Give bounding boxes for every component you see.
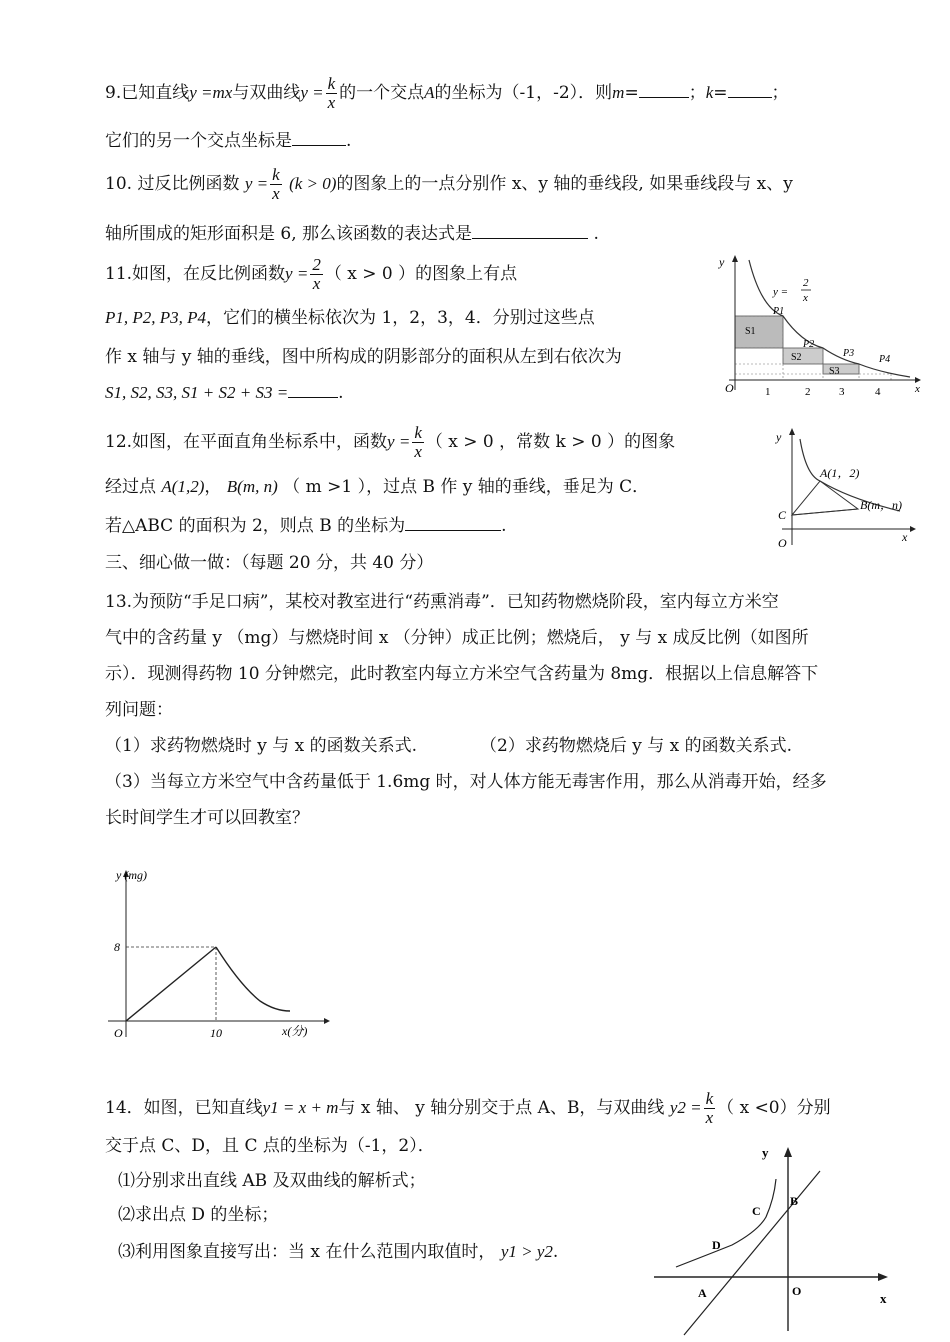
q10-line2: 轴所围成的矩形面积是 6, 那么该函数的表达式是 . [105, 224, 599, 244]
q11-line2: P1, P2, P3, P4，它们的横坐标依次为 1，2，3，4．分别过这些点 [105, 308, 595, 328]
q13-line3: 示）．现测得药物 10 分钟燃完，此时教室内每立方米空气含药量为 8mg．根据以上信息解答下 [105, 664, 819, 684]
svg-text:O: O [778, 536, 787, 550]
curve-equation: y = [773, 286, 789, 298]
svg-text:C: C [752, 1204, 761, 1218]
q10-fraction: $\frac{k}{x}$ [272, 165, 280, 203]
svg-text:A: A [698, 1286, 707, 1300]
answer-blank-k[interactable] [728, 81, 772, 98]
q14-part2: ⑵求出点 D 的坐标； [118, 1205, 279, 1225]
answer-blank-m[interactable] [639, 81, 689, 98]
answer-blank-expression[interactable] [472, 222, 588, 239]
svg-text:x: x [880, 1291, 887, 1306]
q13-line4: 列问题： [105, 700, 173, 720]
svg-text:x: x [803, 292, 808, 304]
svg-text:P3: P3 [843, 348, 855, 359]
svg-text:P4: P4 [879, 354, 891, 365]
q12-figure [770, 425, 920, 555]
q14-line1: 14．如图，已知直线y1 = x + m与 x 轴、 y 轴分别交于点 A、B，与双曲线 y2 = $\frac{k}{x}$ （ x <0）分别 [105, 1089, 831, 1127]
q9-line2: 它们的另一个交点坐标是 . [105, 131, 352, 151]
q12-line3: 若△ABC 的面积为 2，则点 B 的坐标为 . [105, 516, 507, 536]
x-axis-label: x(分) [282, 1024, 308, 1038]
svg-text:O: O [792, 1284, 802, 1298]
s2-shaded-region [783, 348, 823, 364]
q11-fraction: $\frac{2}{x}$ [312, 255, 321, 293]
q12-fraction: $\frac{k}{x}$ [414, 423, 422, 461]
svg-text:P1: P1 [773, 306, 785, 317]
svg-text:B: B [790, 1194, 799, 1208]
svg-text:S3: S3 [829, 366, 840, 377]
section-3-heading: 三、细心做一做：（每题 20 分，共 40 分） [105, 553, 434, 573]
q13-figure [100, 865, 340, 1055]
q9-fraction: $\frac{k}{x}$ [327, 74, 336, 112]
decay-curve [216, 947, 290, 1011]
q13-line2: 气中的含药量 y （mg）与燃烧时间 x （分钟）成正比例；燃烧后， y 与 x 成反比例（如图所 [105, 628, 809, 648]
q12-line1: 12.如图，在平面直角坐标系中，函数y = $\frac{k}{x}$ （ x > 0 ，常数 k > 0 ）的图象 [105, 423, 676, 461]
svg-text:y: y [762, 1145, 769, 1160]
q9-line1: 9.已知直线y =mx与双曲线y = $\frac{k}{x}$ 的一个交点A的坐标为（-1，-2）．则m= ；k= ； [105, 74, 789, 112]
q11-line1: 11.如图，在反比例函数y = $\frac{2}{x}$ （ x > 0 ）的图象上有点 [105, 255, 518, 293]
svg-text:B(m，n): B(m，n) [860, 498, 902, 512]
svg-text:S1: S1 [745, 326, 756, 337]
answer-blank-point[interactable] [292, 129, 346, 146]
q14-part1: ⑴分别求出直线 AB 及双曲线的解析式； [118, 1171, 426, 1191]
svg-text:A(1，2): A(1，2) [820, 466, 860, 480]
q13-part3b: 长时间学生才可以回教室？ [105, 808, 309, 828]
q13-part2: （2）求药物燃烧后 y 与 x 的函数关系式. [480, 736, 793, 756]
y-axis-label: y (mg) [116, 868, 147, 882]
svg-text:S2: S2 [791, 352, 802, 363]
svg-text:D: D [712, 1238, 721, 1252]
q11-line3: 作 x 轴与 y 轴的垂线，图中所构成的阴影部分的面积从左到右依次为 [105, 347, 622, 367]
origin-label: O [725, 381, 734, 395]
q12-line2: 经过点 A(1,2)， B(m, n) （ m >1 ），过点 B 作 y 轴的垂线，垂足为 C． [105, 477, 650, 497]
svg-text:x: x [902, 530, 908, 544]
q14-part3: ⑶利用图象直接写出：当 x 在什么范围内取值时， y1 > y2. [118, 1242, 559, 1262]
q11-figure [715, 250, 925, 400]
answer-blank-point-b[interactable] [405, 514, 501, 531]
hyperbola-curve [676, 1179, 776, 1267]
y-axis-label: y [719, 255, 725, 269]
x-axis-label: x [915, 383, 920, 395]
burning-line [126, 947, 216, 1021]
svg-text:P2: P2 [803, 339, 815, 350]
answer-blank-area-sum[interactable] [288, 381, 338, 398]
q14-fraction: $\frac{k}{x}$ [705, 1089, 714, 1127]
svg-text:y: y [776, 430, 782, 444]
q14-line2: 交于点 C、D，且 C 点的坐标为（-1，2）． [105, 1136, 435, 1156]
svg-text:4: 4 [875, 386, 881, 398]
svg-text:1: 1 [765, 386, 771, 398]
q13-part1: （1）求药物燃烧时 y 与 x 的函数关系式. [105, 736, 418, 756]
svg-text:2: 2 [805, 386, 811, 398]
svg-text:3: 3 [839, 386, 845, 398]
y-tick-8: 8 [114, 940, 120, 954]
q13-part3a: （3）当每立方米空气中含药量低于 1.6mg 时，对人体方能无毒害作用，那么从消毒开始，经多 [105, 772, 827, 792]
q14-figure [648, 1143, 898, 1338]
origin-label: O [114, 1026, 123, 1040]
q10-line1: 10. 过反比例函数 y = $\frac{k}{x}$ (k > 0)的图象上的一点分别作 x、y 轴的垂线段, 如果垂线段与 x、y [105, 165, 793, 203]
svg-text:2: 2 [803, 277, 809, 289]
q13-line1: 13.为预防“手足口病”，某校对教室进行“药熏消毒”．已知药物燃烧阶段，室内每立方米空 [105, 592, 779, 612]
x-tick-10: 10 [210, 1026, 222, 1040]
s1-shaded-region [735, 316, 783, 348]
q11-line4: S1, S2, S3, S1 + S2 + S3 = . [105, 383, 344, 403]
line-ab [684, 1171, 820, 1335]
svg-text:C: C [778, 508, 787, 522]
